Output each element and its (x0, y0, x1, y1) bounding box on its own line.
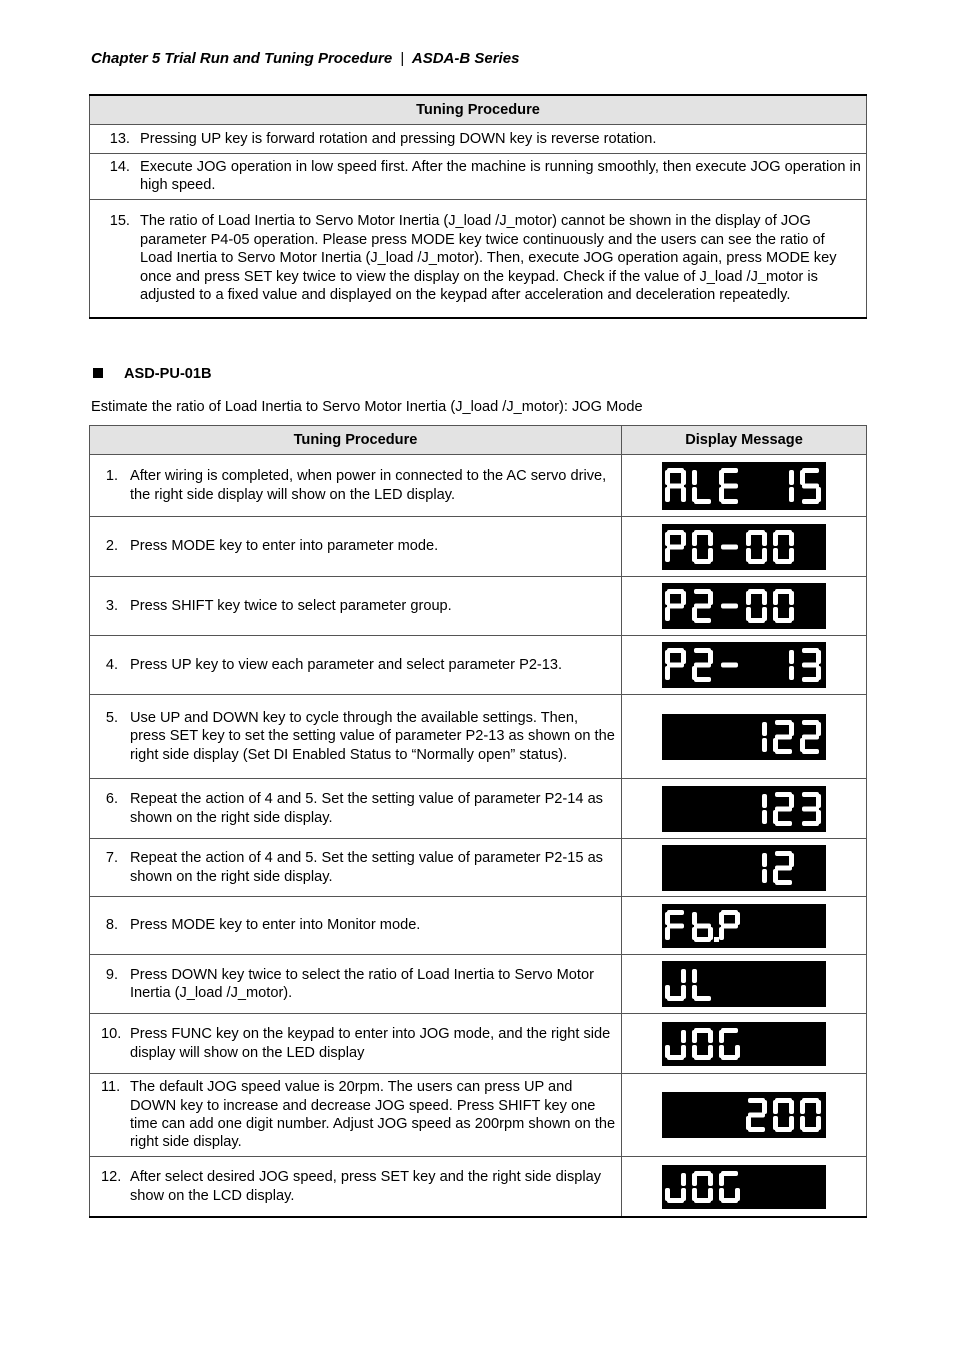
table-row (90, 577, 867, 636)
table-header-row (90, 95, 867, 125)
step-number: 10. (101, 1026, 122, 1043)
led-segment (692, 532, 697, 546)
led-segment (665, 1045, 670, 1058)
table-row (90, 199, 867, 318)
led-segment (775, 749, 792, 754)
led-segment (681, 1030, 686, 1043)
table-row (90, 154, 867, 200)
step-number: 13. (109, 130, 130, 147)
led-segment (681, 650, 686, 664)
led-digits (662, 1022, 826, 1066)
led-segment (681, 1173, 686, 1186)
step-text: Press MODE key to enter into Monitor mode. (130, 917, 421, 934)
table-row (90, 839, 867, 897)
led-segment (802, 677, 819, 682)
led-segment (762, 722, 767, 736)
step-number: 9. (105, 966, 118, 983)
led-segment (773, 1100, 778, 1114)
table-row (90, 695, 867, 779)
led-segment (692, 1045, 697, 1058)
table-row (90, 955, 867, 1014)
led-segment (692, 470, 697, 485)
led-segment (773, 591, 778, 605)
led-segment (719, 927, 724, 940)
led-segment (721, 604, 738, 609)
led-display (662, 1165, 826, 1209)
led-segment (789, 470, 794, 485)
led-segment (816, 650, 821, 664)
table-row (90, 1014, 867, 1074)
led-segment (762, 853, 767, 867)
led-segment (721, 499, 738, 504)
led-segment (762, 869, 767, 883)
step-text: The ratio of Load Inertia to Servo Motor Inertia (J_load /J_motor) cannot be shown in the display of JOG parameter P4-05 operation. Please press MODE key twice continuously and the users can see the ratio of Load Inertia to Servo Motor Inertia (J_load /J_motor). Then, execute JOG operation again, press MODE key once and press SET key twice to view the display on the keypad. Check if the value of J_load /J_motor is adjusted to a fixed value and displayed on the keypad after acceleration and deceleration repeatedly. (140, 213, 837, 303)
led-segment (816, 722, 821, 736)
led-segment (789, 853, 794, 867)
led-segment (762, 794, 767, 808)
led-segment (694, 618, 711, 623)
led-segment (800, 470, 805, 485)
led-digits (662, 583, 826, 629)
led-segment (665, 591, 670, 605)
step-text: The default JOG speed value is 20rpm. The users can press UP and DOWN key to increase and decrease JOG speed. Press SHIFT key one time can add one digit number. Adjust JOG speed as 200rpm shown on the right side display. (130, 1079, 616, 1151)
led-segment (775, 821, 792, 826)
led-segment (789, 666, 794, 680)
jog-tuning-table (89, 425, 867, 1218)
led-segment (665, 487, 670, 502)
led-digits (662, 642, 826, 688)
step-number: 3. (105, 597, 118, 614)
led-segment (719, 1030, 724, 1043)
led-segment (773, 607, 778, 621)
led-digits (662, 845, 826, 891)
table-header: Tuning Procedure (90, 95, 867, 125)
led-segment (746, 548, 751, 562)
led-segment (773, 1116, 778, 1130)
display-header: Display Message (622, 426, 867, 455)
table-row (90, 125, 867, 154)
series-title: ASDA-B Series (411, 50, 520, 67)
led-segment (800, 1116, 805, 1130)
step-number: 2. (105, 538, 118, 555)
led-segment (708, 1030, 713, 1043)
led-segment (762, 591, 767, 605)
led-segment (665, 607, 670, 621)
led-segment (665, 650, 670, 664)
led-segment (708, 650, 713, 664)
led-segment (789, 532, 794, 546)
led-display (662, 462, 826, 510)
led-segment (681, 487, 686, 502)
led-segment (789, 487, 794, 502)
step-number: 4. (105, 656, 118, 673)
led-segment (800, 1100, 805, 1114)
step-text: Press MODE key to enter into parameter mode. (130, 538, 439, 555)
table-header-row (90, 426, 867, 455)
header-separator: | (400, 50, 405, 67)
led-segment (665, 985, 670, 999)
led-segment (789, 650, 794, 664)
led-segment (816, 794, 821, 808)
led-segment (719, 470, 724, 485)
led-segment (735, 912, 740, 925)
led-segment (665, 470, 670, 485)
led-segment (735, 1045, 740, 1058)
led-segment (694, 996, 711, 1001)
step-number: 5. (105, 709, 118, 726)
chapter-title: Chapter 5 Trial Run and Tuning Procedure (91, 50, 393, 67)
table-row (90, 897, 867, 955)
tuning-table-continued (89, 94, 867, 319)
led-segment (681, 470, 686, 485)
step-number: 1. (105, 468, 118, 485)
led-display (662, 1092, 826, 1138)
led-segment (708, 927, 713, 940)
led-segment (746, 591, 751, 605)
led-segment (719, 912, 724, 925)
step-text: After wiring is completed, when power in connected to the AC servo drive, the right side display will show on the LED display. (130, 468, 607, 503)
led-segment (746, 532, 751, 546)
step-number: 6. (105, 791, 118, 808)
led-segment (789, 591, 794, 605)
led-segment (775, 880, 792, 885)
page-header (91, 50, 519, 67)
led-display (662, 961, 826, 1007)
led-segment (773, 532, 778, 546)
led-segment (692, 548, 697, 562)
led-segment (708, 1173, 713, 1186)
bullet-square-icon (93, 368, 103, 378)
step-number: 8. (105, 917, 118, 934)
led-segment (667, 483, 684, 488)
led-display (662, 786, 826, 832)
led-segment (692, 1188, 697, 1201)
led-segment (665, 912, 670, 925)
step-text: Press SHIFT key twice to select parameter group. (130, 597, 452, 614)
led-segment (789, 794, 794, 808)
led-display (662, 904, 826, 948)
led-segment (665, 1188, 670, 1201)
led-display (662, 583, 826, 629)
led-segment (681, 969, 686, 983)
step-text: Repeat the action of 4 and 5. Set the setting value of parameter P2-14 as shown on the right side display. (130, 791, 603, 826)
led-segment (762, 810, 767, 824)
step-text: Press FUNC key on the keypad to enter into JOG mode, and the right side display will show on the LED display (130, 1026, 611, 1061)
led-segment (708, 591, 713, 605)
step-number: 7. (105, 850, 118, 867)
led-segment (721, 544, 738, 549)
led-segment (665, 532, 670, 546)
table-row (90, 1074, 867, 1157)
led-segment (735, 1188, 740, 1201)
step-number: 11. (101, 1079, 121, 1096)
section-heading (93, 366, 212, 382)
led-digits (662, 786, 826, 832)
led-display (662, 845, 826, 891)
led-segment (692, 912, 697, 925)
led-segment (762, 1100, 767, 1114)
led-digits (662, 1165, 826, 1209)
led-display (662, 524, 826, 570)
led-segment (816, 1100, 821, 1114)
led-dot (714, 937, 719, 942)
table-row (90, 636, 867, 695)
led-segment (692, 1030, 697, 1043)
table-row (90, 517, 867, 577)
led-segment (665, 548, 670, 562)
step-text: Execute JOG operation in low speed first. After the machine is running smoothly, then execute JOG operation in high speed. (140, 159, 861, 194)
table-row (90, 1157, 867, 1218)
led-segment (802, 749, 819, 754)
led-digits (662, 1092, 826, 1138)
led-segment (694, 499, 711, 504)
step-text: Press UP key to view each parameter and select parameter P2-13. (130, 656, 563, 673)
step-text: Use UP and DOWN key to cycle through the available settings. Then, press SET key to set the setting value of parameter P2-13 as shown on the right side display (Set DI Enabled Status to “Normally open” status). (130, 709, 615, 763)
procedure-header: Tuning Procedure (90, 426, 622, 455)
table-row (90, 779, 867, 839)
led-segment (746, 607, 751, 621)
led-digits (662, 714, 826, 760)
led-segment (708, 532, 713, 546)
led-segment (692, 1173, 697, 1186)
led-segment (773, 548, 778, 562)
led-segment (762, 532, 767, 546)
led-segment (721, 663, 738, 668)
led-display (662, 1022, 826, 1066)
step-text: After select desired JOG speed, press SET key and the right side display show on the LCD display. (130, 1169, 602, 1204)
led-segment (692, 969, 697, 983)
led-segment (694, 677, 711, 682)
led-segment (789, 722, 794, 736)
led-segment (748, 1127, 765, 1132)
led-digits (662, 904, 826, 948)
led-segment (762, 738, 767, 752)
step-number: 12. (101, 1169, 122, 1186)
table-row (90, 455, 867, 517)
step-number: 15. (109, 213, 130, 230)
led-segment (665, 927, 670, 940)
led-segment (681, 591, 686, 605)
led-display (662, 714, 826, 760)
step-text: Pressing UP key is forward rotation and pressing DOWN key is reverse rotation. (140, 130, 657, 147)
led-digits (662, 462, 826, 510)
step-number: 14. (109, 159, 130, 175)
led-digits (662, 524, 826, 570)
led-segment (681, 532, 686, 546)
led-segment (719, 1173, 724, 1186)
led-digits (662, 961, 826, 1007)
led-segment (789, 1100, 794, 1114)
led-display (662, 642, 826, 688)
led-segment (802, 821, 819, 826)
led-segment (665, 666, 670, 680)
led-segment (802, 499, 819, 504)
section-title: ASD-PU-01B (124, 366, 212, 382)
step-text: Press DOWN key twice to select the ratio of Load Inertia to Servo Motor Inertia (J_load /J_motor). (130, 966, 594, 1001)
section-intro: Estimate the ratio of Load Inertia to Servo Motor Inertia (J_load /J_motor): JOG Mode (91, 399, 643, 415)
step-text: Repeat the action of 4 and 5. Set the setting value of parameter P2-15 as shown on the right side display. (130, 850, 603, 885)
